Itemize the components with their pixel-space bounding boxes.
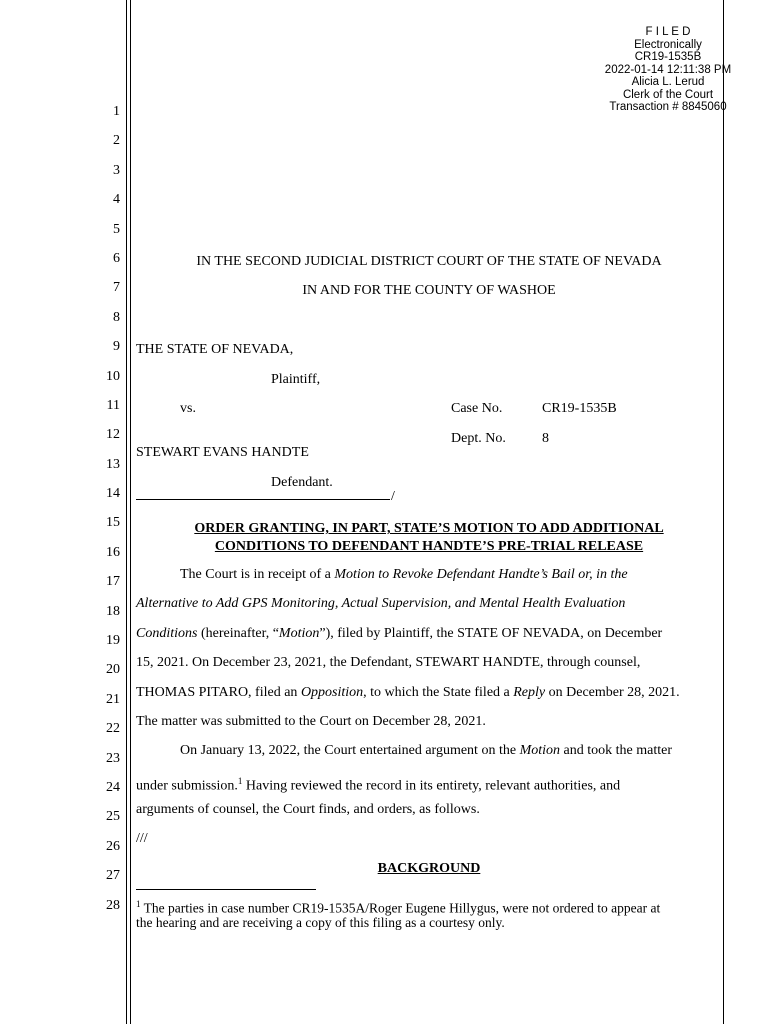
defendant-name: STEWART EVANS HANDTE <box>136 445 309 460</box>
line-number: 22 <box>106 721 120 736</box>
left-margin-rule-outer <box>126 0 127 1024</box>
line-number: 1 <box>113 104 120 119</box>
footnote-line2: the hearing and are receiving a copy of this filing as a courtesy only. <box>136 915 505 930</box>
body-line <box>136 773 620 795</box>
body-italic: Alternative to Add GPS Monitoring, Actual Supervision, and Mental Health Evaluation <box>136 596 626 611</box>
dept-number-label: Dept. No. <box>451 431 506 446</box>
body-text: THOMAS PITARO, filed an <box>136 685 301 700</box>
plaintiff-name: THE STATE OF NEVADA, <box>136 342 294 357</box>
line-number: 26 <box>106 839 120 854</box>
line-number: 4 <box>113 192 120 207</box>
line-number: 5 <box>113 222 120 237</box>
body-line <box>136 685 680 701</box>
line-number: 8 <box>113 310 120 325</box>
line-number: 14 <box>106 486 120 501</box>
line-number: 11 <box>106 398 120 413</box>
line-number: 18 <box>106 604 120 619</box>
line-number: 16 <box>106 545 120 560</box>
defendant-label: Defendant. <box>271 475 333 490</box>
line-number: 25 <box>106 809 120 824</box>
body-text: On January 13, 2022, the Court entertained argument on the <box>180 743 520 758</box>
body-line <box>180 743 672 759</box>
body-line: arguments of counsel, the Court finds, and orders, as follows. <box>136 802 480 817</box>
body-line <box>136 626 662 642</box>
line-number: 20 <box>106 662 120 677</box>
right-margin-rule <box>723 0 724 1024</box>
line-number: 23 <box>106 751 120 766</box>
line-number: 17 <box>106 574 120 589</box>
line-number: 24 <box>106 780 120 795</box>
body-italic: Conditions <box>136 626 198 641</box>
body-text: Having reviewed the record in its entirety, relevant authorities, and <box>242 778 621 794</box>
body-text: The Court is in receipt of a <box>180 567 335 582</box>
line-number: 9 <box>113 339 120 354</box>
order-title-line2: CONDITIONS TO DEFENDANT HANDTE’S PRE-TRIAL RELEASE <box>214 539 644 554</box>
line-number: 7 <box>113 280 120 295</box>
caption-slash: / <box>391 489 395 504</box>
body-text: on December 28, 2021. <box>545 685 680 700</box>
versus: vs. <box>180 401 196 416</box>
body-text: under submission. <box>136 778 238 794</box>
stamp-clerk-name: Alicia L. Lerud <box>631 76 705 88</box>
body-line <box>136 596 625 612</box>
filing-stamp <box>588 26 748 114</box>
stamp-timestamp: 2022-01-14 12:11:38 PM <box>604 63 732 76</box>
line-number: 10 <box>106 369 120 384</box>
line-number: 2 <box>113 133 120 148</box>
line-number: 27 <box>106 868 120 883</box>
continuation-marks: /// <box>136 831 148 846</box>
line-number: 12 <box>106 427 120 442</box>
case-number: CR19-1535B <box>542 401 617 416</box>
line-number: 6 <box>113 251 120 266</box>
stamp-clerk-title: Clerk of the Court <box>622 88 714 101</box>
body-line: The matter was submitted to the Court on December 28, 2021. <box>136 714 486 729</box>
case-number-label: Case No. <box>451 401 503 416</box>
body-line: 15, 2021. On December 23, 2021, the Defendant, STEWART HANDTE, through counsel, <box>136 655 641 670</box>
body-italic: Motion <box>278 626 320 641</box>
court-county: IN AND FOR THE COUNTY OF WASHOE <box>302 283 556 298</box>
body-text: (hereinafter, “ <box>197 626 279 641</box>
line-number: 13 <box>106 457 120 472</box>
body-line <box>180 567 628 583</box>
stamp-electronically: Electronically <box>634 38 702 51</box>
section-heading-background: BACKGROUND <box>377 861 481 876</box>
plaintiff-label: Plaintiff, <box>271 372 321 387</box>
body-italic: Reply <box>513 685 546 700</box>
stamp-filed: F I L E D <box>645 26 691 38</box>
body-italic: Motion to Revoke Defendant Handte’s Bail or, in the <box>334 567 628 582</box>
body-text: and took the matter <box>560 743 672 758</box>
court-name: IN THE SECOND JUDICIAL DISTRICT COURT OF THE STATE OF NEVADA <box>196 254 662 269</box>
caption-signature-line <box>136 499 390 500</box>
footnote-reference: 1 <box>237 776 243 786</box>
left-margin-rule-inner <box>130 0 131 1024</box>
order-title-line1: ORDER GRANTING, IN PART, STATE’S MOTION TO ADD ADDITIONAL <box>194 521 664 536</box>
line-number: 3 <box>113 163 120 178</box>
body-italic: Motion <box>519 743 561 758</box>
footnote-marker: 1 <box>136 899 141 909</box>
stamp-transaction: Transaction # 8845060 <box>609 101 727 113</box>
dept-number: 8 <box>542 431 549 446</box>
line-number: 19 <box>106 633 120 648</box>
line-number: 21 <box>106 692 120 707</box>
stamp-case-number: CR19-1535B <box>634 51 702 63</box>
body-text: , to which the State filed a <box>363 685 514 700</box>
line-number: 28 <box>106 898 120 913</box>
footnote-separator <box>136 889 316 890</box>
line-number: 15 <box>106 515 120 530</box>
body-text: ”), filed by Plaintiff, the STATE OF NEVADA, on December <box>319 626 663 641</box>
body-italic: Opposition <box>300 685 364 700</box>
footnote-text: The parties in case number CR19-1535A/Roger Eugene Hillygus, were not ordered to appear at <box>140 900 661 916</box>
